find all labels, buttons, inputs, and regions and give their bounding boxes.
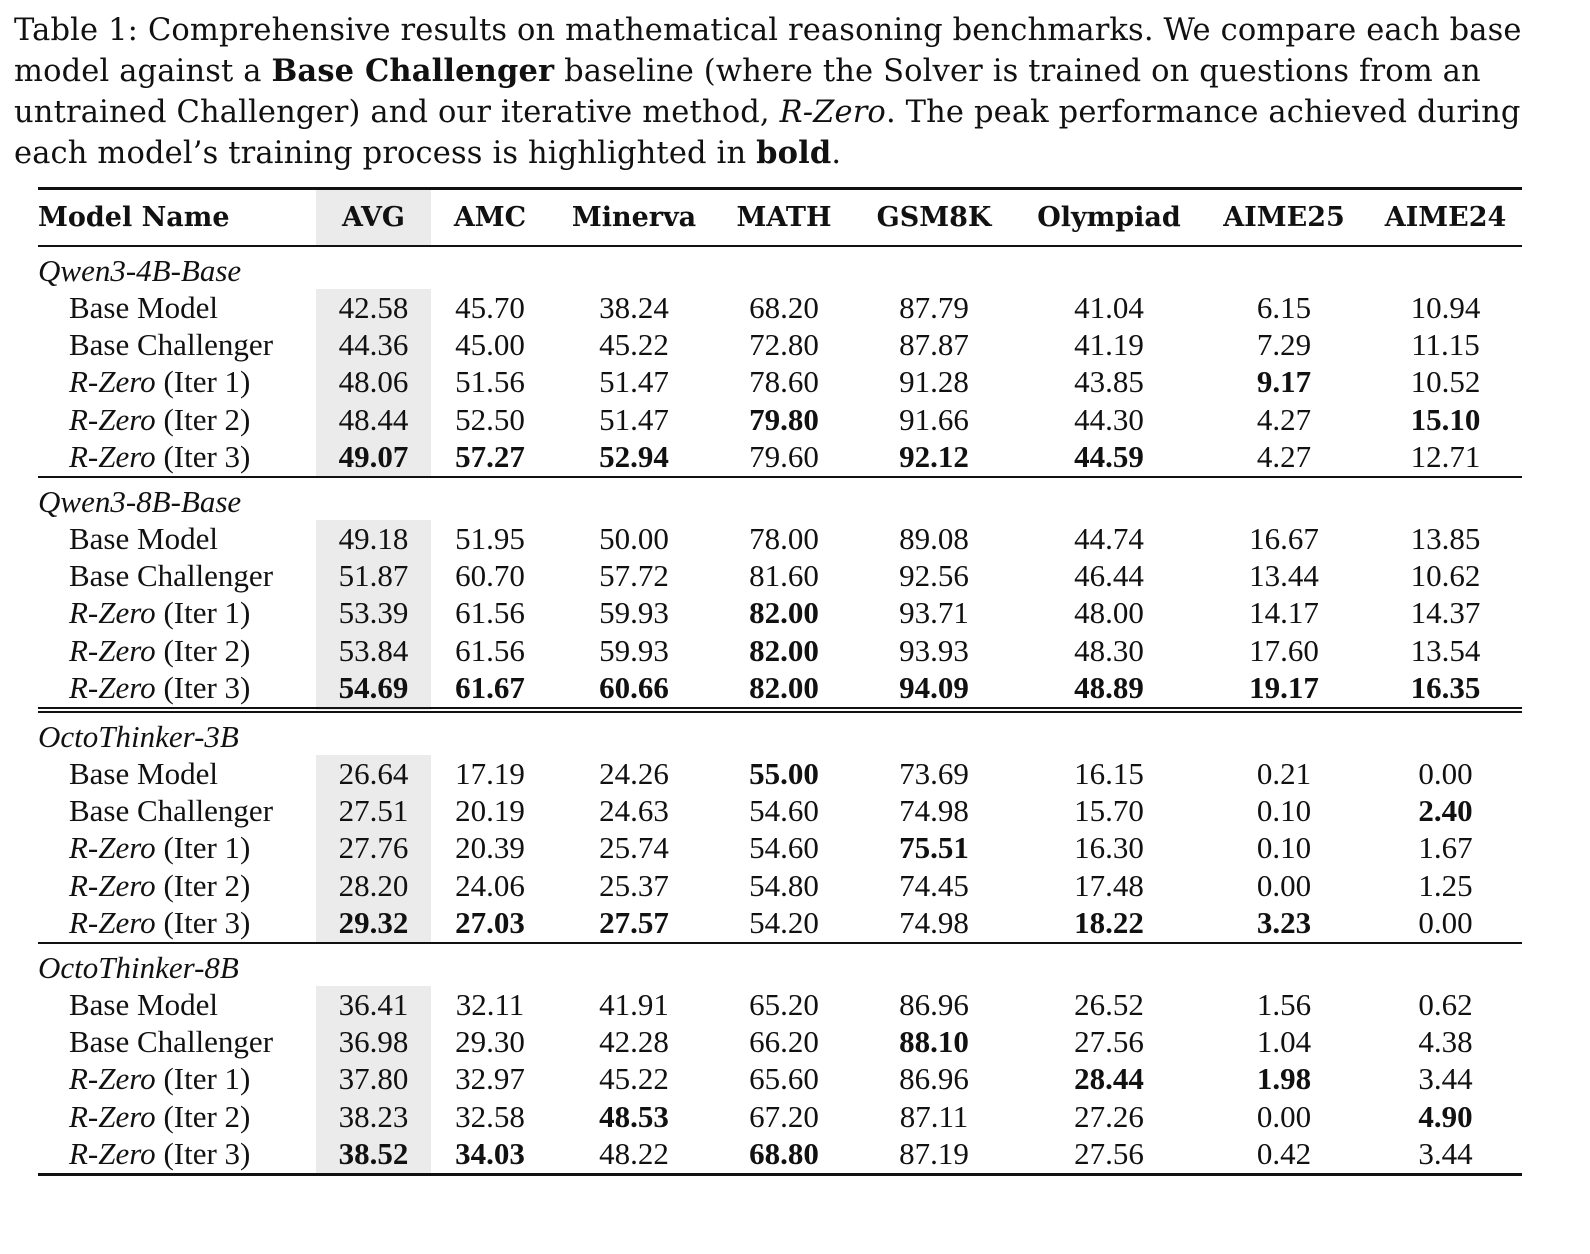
cell-avg: 51.87 (316, 557, 431, 594)
cell-gsm8k: 94.09 (899, 670, 969, 706)
cell-math: 82.00 (749, 595, 819, 631)
table-row (38, 1061, 1522, 1098)
cell-olympiad: 15.70 (1074, 792, 1144, 828)
cell-minerva: 48.22 (599, 1136, 669, 1172)
cell-math: 82.00 (749, 632, 819, 668)
cell-gsm8k: 74.45 (899, 867, 969, 903)
cell-minerva: 41.91 (599, 986, 669, 1022)
cell-avg: 29.32 (316, 904, 431, 942)
cell-minerva: 57.72 (599, 558, 669, 594)
table-header (38, 189, 1522, 247)
cell-gsm8k: 87.11 (899, 1098, 969, 1134)
cell-gsm8k: 75.51 (899, 830, 969, 866)
group-header-row (38, 943, 1522, 986)
group-header-row (38, 710, 1522, 755)
row-label (38, 867, 316, 904)
cell-aime25: 14.17 (1249, 595, 1319, 631)
cell-aime24: 4.38 (1418, 1023, 1473, 1059)
cell-aime24: 0.62 (1418, 986, 1473, 1022)
cell-gsm8k: 87.79 (899, 289, 969, 325)
cell-avg: 38.23 (316, 1098, 431, 1135)
cell-aime24: 3.44 (1418, 1136, 1473, 1172)
header-minerva: Minerva (571, 202, 697, 233)
cell-math: 79.80 (749, 401, 819, 437)
header-aime24: AIME24 (1384, 202, 1507, 233)
cell-amc: 45.00 (455, 327, 525, 363)
table-row (38, 632, 1522, 669)
cell-math: 54.60 (749, 792, 819, 828)
model-group (38, 477, 1522, 710)
cell-olympiad: 27.56 (1074, 1023, 1144, 1059)
table-row (38, 755, 1522, 792)
cell-gsm8k: 89.08 (899, 520, 969, 556)
cell-amc: 24.06 (455, 867, 525, 903)
cell-aime24: 10.94 (1410, 289, 1481, 325)
row-label (38, 326, 316, 363)
caption-italic-r-zero: R-Zero (779, 95, 886, 130)
table-row (38, 986, 1522, 1023)
cell-aime24: 0.00 (1418, 905, 1473, 941)
cell-gsm8k: 74.98 (899, 905, 969, 941)
row-label-text: Base Model (69, 986, 218, 1022)
cell-aime25: 19.17 (1249, 670, 1319, 706)
cell-aime25: 13.44 (1249, 558, 1319, 594)
row-label-iter: (Iter 3) (155, 439, 251, 475)
cell-avg: 36.41 (316, 986, 431, 1023)
cell-aime24: 2.40 (1418, 792, 1473, 828)
cell-gsm8k: 86.96 (899, 986, 969, 1022)
row-label-iter: (Iter 2) (155, 632, 251, 668)
cell-amc: 61.56 (455, 595, 525, 631)
table-row (38, 904, 1522, 942)
cell-gsm8k: 87.19 (899, 1136, 969, 1172)
row-label-iter: (Iter 3) (155, 905, 251, 941)
row-label (38, 986, 316, 1023)
cell-minerva: 25.37 (599, 867, 669, 903)
cell-amc: 32.11 (455, 986, 525, 1022)
row-label-iter: (Iter 1) (155, 364, 251, 400)
table-row (38, 1135, 1522, 1174)
cell-avg: 53.84 (316, 632, 431, 669)
cell-gsm8k: 92.56 (899, 558, 969, 594)
row-label-iter: (Iter 2) (155, 1098, 251, 1134)
table-row (38, 595, 1522, 632)
row-label-method: R-Zero (69, 364, 156, 400)
cell-gsm8k: 91.28 (899, 364, 969, 400)
row-label (38, 439, 316, 477)
cell-minerva: 52.94 (599, 439, 669, 475)
cell-amc: 27.03 (455, 905, 525, 941)
cell-aime25: 6.15 (1256, 289, 1312, 325)
cell-minerva: 50.00 (599, 520, 669, 556)
caption-bold-base-challenger: Base Challenger (271, 53, 555, 89)
cell-gsm8k: 87.87 (899, 327, 969, 363)
cell-aime25: 4.27 (1256, 439, 1312, 475)
cell-minerva: 27.57 (599, 905, 669, 941)
row-label-text: Base Challenger (69, 1023, 274, 1059)
cell-amc: 45.70 (455, 289, 525, 325)
row-label-method: R-Zero (69, 1061, 156, 1097)
cell-minerva: 45.22 (599, 1061, 669, 1097)
cell-aime25: 0.10 (1256, 830, 1312, 866)
cell-olympiad: 16.15 (1074, 755, 1144, 791)
cell-gsm8k: 74.98 (899, 792, 969, 828)
cell-aime25: 1.98 (1256, 1061, 1312, 1097)
cell-minerva: 24.26 (599, 755, 669, 791)
cell-avg: 38.52 (316, 1135, 431, 1174)
row-label (38, 557, 316, 594)
model-group (38, 710, 1522, 943)
cell-avg: 26.64 (316, 755, 431, 792)
cell-minerva: 25.74 (599, 830, 669, 866)
cell-math: 78.00 (749, 520, 819, 556)
row-label-iter: (Iter 1) (155, 595, 251, 631)
table-row (38, 792, 1522, 829)
header-row (38, 189, 1522, 247)
table-row (38, 1098, 1522, 1135)
cell-aime25: 0.21 (1256, 755, 1312, 791)
cell-aime25: 4.27 (1256, 401, 1312, 437)
row-label-method: R-Zero (69, 439, 156, 475)
header-aime25: AIME25 (1223, 202, 1345, 233)
row-label (38, 401, 316, 438)
cell-aime24: 15.10 (1410, 401, 1481, 437)
cell-math: 78.60 (749, 364, 819, 400)
cell-olympiad: 27.26 (1074, 1098, 1144, 1134)
cell-amc: 61.67 (455, 670, 525, 706)
table-row (38, 520, 1522, 557)
cell-olympiad: 44.59 (1074, 439, 1144, 475)
cell-gsm8k: 93.93 (899, 632, 969, 668)
row-label-iter: (Iter 2) (155, 401, 251, 437)
cell-gsm8k: 93.71 (899, 595, 969, 631)
cell-gsm8k: 91.66 (899, 401, 969, 437)
header-avg: AVG (316, 189, 431, 247)
cell-minerva: 59.93 (599, 632, 669, 668)
cell-amc: 51.95 (455, 520, 525, 556)
cell-olympiad: 43.85 (1074, 364, 1144, 400)
row-label-text: Base Model (69, 755, 218, 791)
row-label-iter: (Iter 3) (155, 670, 251, 706)
cell-minerva: 38.24 (599, 289, 669, 325)
caption-text-1: Comprehensive results on mathematical reasoning benchmarks. We compare each base model against a (14, 13, 1522, 89)
cell-olympiad: 41.04 (1074, 289, 1144, 325)
cell-olympiad: 44.74 (1074, 520, 1144, 556)
table-row (38, 439, 1522, 477)
group-name: Qwen3-8B-Base (38, 483, 242, 519)
cell-amc: 20.39 (455, 830, 525, 866)
cell-aime24: 1.25 (1418, 867, 1473, 903)
cell-aime25: 0.00 (1256, 1098, 1312, 1134)
cell-olympiad: 46.44 (1074, 558, 1144, 594)
cell-avg: 27.51 (316, 792, 431, 829)
cell-olympiad: 28.44 (1074, 1061, 1144, 1097)
row-label-text: Base Model (69, 520, 218, 556)
cell-math: 65.60 (749, 1061, 819, 1097)
row-label (38, 755, 316, 792)
cell-amc: 60.70 (455, 558, 525, 594)
cell-avg: 36.98 (316, 1023, 431, 1060)
cell-math: 66.20 (749, 1023, 819, 1059)
cell-gsm8k: 88.10 (899, 1023, 969, 1059)
cell-aime25: 16.67 (1249, 520, 1319, 556)
group-name: Qwen3-4B-Base (38, 253, 242, 288)
cell-math: 54.20 (749, 905, 819, 941)
cell-minerva: 60.66 (599, 670, 669, 706)
header-olympiad: Olympiad (1037, 202, 1181, 233)
header-math: MATH (736, 202, 832, 233)
row-label-method: R-Zero (69, 595, 156, 631)
cell-amc: 61.56 (455, 632, 525, 668)
caption-text-3: . The peak performance achieved during each model’s training process is highlighted in (14, 95, 1521, 171)
model-group (38, 943, 1522, 1174)
cell-aime24: 12.71 (1410, 439, 1481, 475)
model-group (38, 246, 1522, 477)
cell-aime24: 10.62 (1410, 558, 1481, 594)
row-label (38, 830, 316, 867)
row-label (38, 632, 316, 669)
cell-math: 68.20 (749, 289, 819, 325)
cell-math: 54.80 (749, 867, 819, 903)
cell-aime24: 16.35 (1410, 670, 1481, 706)
row-label-iter: (Iter 3) (155, 1136, 251, 1172)
cell-aime25: 9.17 (1256, 364, 1312, 400)
caption-label: Table 1: (14, 13, 139, 48)
cell-math: 67.20 (749, 1098, 819, 1134)
cell-amc: 52.50 (455, 401, 525, 437)
table-row (38, 1023, 1522, 1060)
table-row (38, 289, 1522, 326)
cell-avg: 49.18 (316, 520, 431, 557)
cell-amc: 32.58 (455, 1098, 525, 1134)
row-label (38, 792, 316, 829)
cell-avg: 48.06 (316, 364, 431, 401)
cell-amc: 51.56 (455, 364, 525, 400)
cell-aime25: 7.29 (1256, 327, 1312, 363)
cell-olympiad: 16.30 (1074, 830, 1144, 866)
cell-math: 82.00 (749, 670, 819, 706)
row-label-method: R-Zero (69, 401, 156, 437)
cell-olympiad: 18.22 (1074, 905, 1144, 941)
cell-amc: 34.03 (455, 1136, 525, 1172)
group-name: OctoThinker-8B (38, 949, 239, 985)
cell-math: 72.80 (749, 327, 819, 363)
row-label-iter: (Iter 2) (155, 867, 251, 903)
cell-aime25: 1.04 (1256, 1023, 1312, 1059)
cell-avg: 28.20 (316, 867, 431, 904)
header-amc: AMC (453, 202, 527, 233)
row-label (38, 364, 316, 401)
cell-avg: 37.80 (316, 1061, 431, 1098)
row-label-method: R-Zero (69, 830, 156, 866)
cell-minerva: 51.47 (599, 401, 669, 437)
cell-minerva: 59.93 (599, 595, 669, 631)
cell-avg: 44.36 (316, 326, 431, 363)
row-label (38, 1023, 316, 1060)
cell-avg: 42.58 (316, 289, 431, 326)
row-label-text: Base Model (69, 289, 218, 325)
cell-aime24: 10.52 (1410, 364, 1481, 400)
cell-aime24: 11.15 (1411, 327, 1480, 363)
row-label-iter: (Iter 1) (155, 1061, 251, 1097)
cell-olympiad: 41.19 (1074, 327, 1144, 363)
cell-amc: 57.27 (455, 439, 525, 475)
row-label-method: R-Zero (69, 632, 156, 668)
caption-text-4: . (831, 136, 842, 171)
row-label-method: R-Zero (69, 1098, 156, 1134)
cell-aime24: 1.67 (1418, 830, 1473, 866)
results-table (38, 187, 1522, 1176)
cell-amc: 29.30 (455, 1023, 525, 1059)
row-label (38, 595, 316, 632)
header-gsm8k: GSM8K (876, 202, 992, 233)
cell-aime25: 17.60 (1249, 632, 1319, 668)
cell-aime24: 4.90 (1418, 1098, 1473, 1134)
row-label-iter: (Iter 1) (155, 830, 251, 866)
cell-aime25: 3.23 (1256, 905, 1312, 941)
row-label (38, 670, 316, 710)
cell-minerva: 24.63 (599, 792, 669, 828)
cell-aime24: 13.85 (1410, 520, 1481, 556)
cell-amc: 32.97 (455, 1061, 525, 1097)
cell-avg: 53.39 (316, 595, 431, 632)
row-label (38, 1061, 316, 1098)
table-row (38, 830, 1522, 867)
row-label-text: Base Challenger (69, 558, 274, 594)
table-row (38, 557, 1522, 594)
group-header-row (38, 246, 1522, 289)
cell-aime25: 0.00 (1256, 867, 1312, 903)
row-label (38, 520, 316, 557)
row-label (38, 1098, 316, 1135)
table-row (38, 326, 1522, 363)
cell-gsm8k: 73.69 (899, 755, 969, 791)
table-row (38, 670, 1522, 710)
cell-olympiad: 44.30 (1074, 401, 1144, 437)
cell-olympiad: 48.30 (1074, 632, 1144, 668)
cell-avg: 49.07 (316, 439, 431, 477)
caption-bold-word: bold (756, 135, 832, 171)
row-label-method: R-Zero (69, 867, 156, 903)
header-model-name: Model Name (38, 202, 230, 233)
row-label-method: R-Zero (69, 670, 156, 706)
table-row (38, 401, 1522, 438)
cell-avg: 27.76 (316, 830, 431, 867)
cell-aime24: 13.54 (1410, 632, 1481, 668)
cell-aime25: 0.10 (1256, 792, 1312, 828)
row-label-text: Base Challenger (69, 327, 274, 363)
row-label-method: R-Zero (69, 905, 156, 941)
cell-minerva: 48.53 (599, 1098, 669, 1134)
row-label (38, 289, 316, 326)
cell-minerva: 45.22 (599, 327, 669, 363)
cell-olympiad: 17.48 (1074, 867, 1144, 903)
cell-math: 68.80 (749, 1136, 819, 1172)
cell-amc: 20.19 (455, 792, 525, 828)
row-label-method: R-Zero (69, 1136, 156, 1172)
cell-avg: 48.44 (316, 401, 431, 438)
cell-gsm8k: 92.12 (899, 439, 969, 475)
cell-olympiad: 26.52 (1074, 986, 1144, 1022)
cell-aime24: 14.37 (1410, 595, 1481, 631)
cell-math: 54.60 (749, 830, 819, 866)
row-label (38, 1135, 316, 1174)
cell-olympiad: 48.00 (1074, 595, 1144, 631)
cell-minerva: 42.28 (599, 1023, 669, 1059)
results-table-container (38, 187, 1522, 1176)
cell-math: 65.20 (749, 986, 819, 1022)
cell-amc: 17.19 (455, 755, 525, 791)
cell-minerva: 51.47 (599, 364, 669, 400)
table-caption (14, 10, 1576, 174)
cell-aime24: 0.00 (1418, 755, 1473, 791)
cell-math: 81.60 (749, 558, 819, 594)
row-label-text: Base Challenger (69, 792, 274, 828)
group-header-row (38, 477, 1522, 520)
cell-olympiad: 27.56 (1074, 1136, 1144, 1172)
cell-aime25: 1.56 (1256, 986, 1312, 1022)
cell-math: 79.60 (749, 439, 819, 475)
table-row (38, 364, 1522, 401)
group-name: OctoThinker-3B (38, 718, 239, 754)
cell-olympiad: 48.89 (1074, 670, 1144, 706)
cell-avg: 54.69 (316, 670, 431, 710)
row-label (38, 904, 316, 942)
cell-gsm8k: 86.96 (899, 1061, 969, 1097)
caption-text-2: baseline (where the Solver is trained on questions from an untrained Challenger) and our iterative method, (14, 54, 1481, 130)
cell-aime24: 3.44 (1418, 1061, 1473, 1097)
cell-math: 55.00 (749, 755, 819, 791)
table-row (38, 867, 1522, 904)
cell-aime25: 0.42 (1256, 1136, 1312, 1172)
